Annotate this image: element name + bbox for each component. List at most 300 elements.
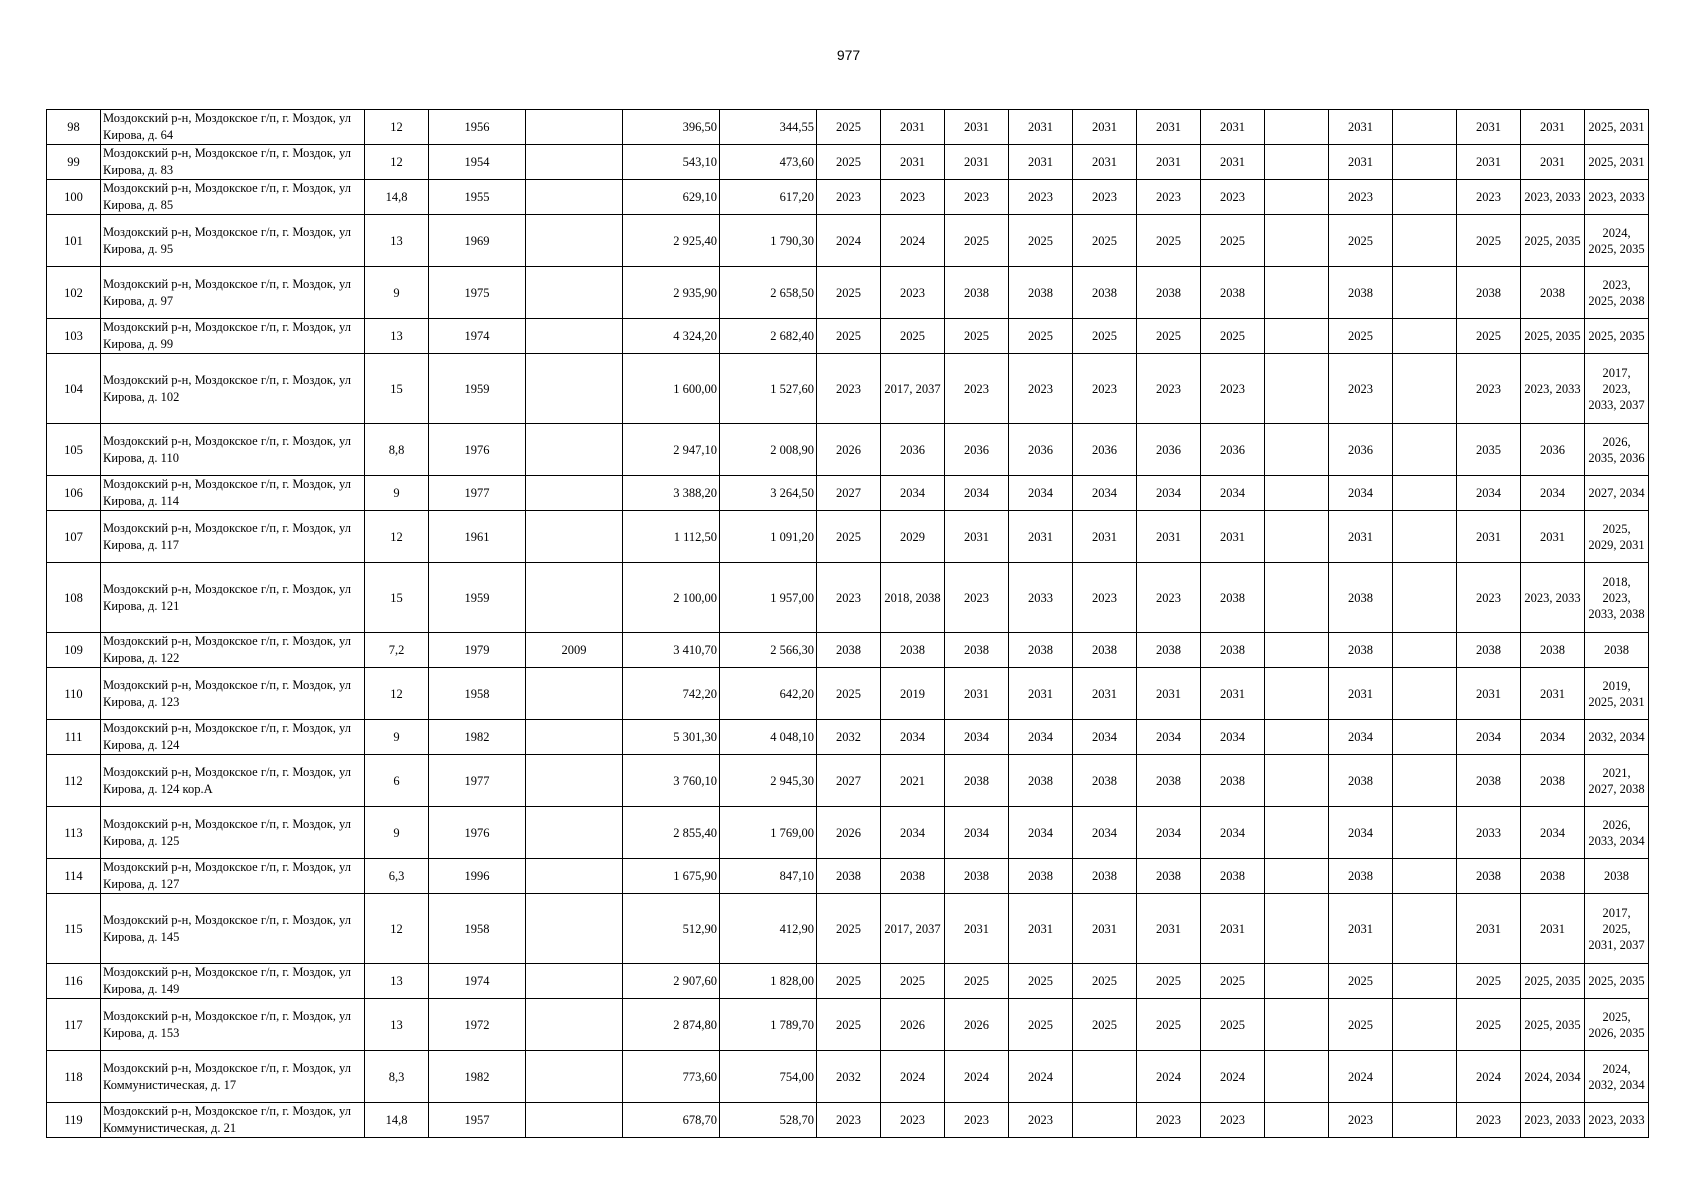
work-year-cell: 2025 bbox=[945, 964, 1009, 999]
work-year-cell: 2023, 2025, 2038 bbox=[1585, 267, 1649, 319]
work-year-cell: 2025 bbox=[1009, 964, 1073, 999]
work-year-cell bbox=[1073, 1051, 1137, 1103]
work-year-cell: 2032 bbox=[817, 1051, 881, 1103]
work-year-cell bbox=[1265, 720, 1329, 755]
work-year-cell: 2031 bbox=[1009, 511, 1073, 563]
row-number-cell: 119 bbox=[47, 1103, 101, 1138]
work-year-cell: 2023, 2033 bbox=[1521, 563, 1585, 633]
year-built-cell: 1959 bbox=[429, 354, 526, 424]
value-cell: 8,8 bbox=[365, 424, 429, 476]
total-area-cell: 2 855,40 bbox=[623, 807, 720, 859]
total-area-cell: 2 947,10 bbox=[623, 424, 720, 476]
work-year-cell: 2038 bbox=[1137, 859, 1201, 894]
work-year-cell: 2025 bbox=[1137, 964, 1201, 999]
work-year-cell: 2036 bbox=[1201, 424, 1265, 476]
row-number-cell: 109 bbox=[47, 633, 101, 668]
year-built-cell: 1955 bbox=[429, 180, 526, 215]
table-row bbox=[47, 319, 1649, 354]
address-cell: Моздокский р-н, Моздокское г/п, г. Моздок, ул Кирова, д. 121 bbox=[101, 563, 365, 633]
work-year-cell: 2034 bbox=[1329, 476, 1393, 511]
work-year-cell: 2025 bbox=[817, 319, 881, 354]
work-year-cell: 2025 bbox=[1201, 999, 1265, 1051]
living-area-cell: 1 789,70 bbox=[720, 999, 817, 1051]
work-year-cell: 2038 bbox=[881, 633, 945, 668]
work-year-cell: 2031 bbox=[1521, 668, 1585, 720]
total-area-cell: 678,70 bbox=[623, 1103, 720, 1138]
work-year-cell: 2034 bbox=[1329, 807, 1393, 859]
living-area-cell: 3 264,50 bbox=[720, 476, 817, 511]
work-year-cell: 2038 bbox=[1073, 755, 1137, 807]
work-year-cell bbox=[1393, 964, 1457, 999]
work-year-cell: 2034 bbox=[1201, 720, 1265, 755]
work-year-cell: 2031 bbox=[1521, 511, 1585, 563]
work-year-cell: 2034 bbox=[1521, 476, 1585, 511]
work-year-cell bbox=[1393, 145, 1457, 180]
work-year-cell: 2023 bbox=[1137, 180, 1201, 215]
work-year-cell: 2038 bbox=[1329, 755, 1393, 807]
work-year-cell: 2038 bbox=[1009, 633, 1073, 668]
living-area-cell: 2 658,50 bbox=[720, 267, 817, 319]
renovation-year-cell bbox=[526, 424, 623, 476]
table-row bbox=[47, 859, 1649, 894]
work-year-cell: 2031 bbox=[1137, 110, 1201, 145]
work-year-cell bbox=[1393, 215, 1457, 267]
work-year-cell: 2034 bbox=[1457, 720, 1521, 755]
work-year-cell: 2031 bbox=[1009, 145, 1073, 180]
renovation-year-cell bbox=[526, 894, 623, 964]
work-year-cell: 2026 bbox=[945, 999, 1009, 1051]
renovation-year-cell bbox=[526, 476, 623, 511]
work-year-cell: 2027 bbox=[817, 476, 881, 511]
housing-registry-table bbox=[46, 109, 1649, 1138]
work-year-cell: 2031 bbox=[1073, 668, 1137, 720]
work-year-cell: 2038 bbox=[1329, 633, 1393, 668]
value-cell: 13 bbox=[365, 215, 429, 267]
work-year-cell: 2023, 2033 bbox=[1585, 180, 1649, 215]
table-row bbox=[47, 1103, 1649, 1138]
value-cell: 13 bbox=[365, 999, 429, 1051]
work-year-cell: 2033 bbox=[1009, 563, 1073, 633]
value-cell: 12 bbox=[365, 668, 429, 720]
work-year-cell: 2025, 2035 bbox=[1521, 999, 1585, 1051]
work-year-cell: 2026, 2035, 2036 bbox=[1585, 424, 1649, 476]
address-cell: Моздокский р-н, Моздокское г/п, г. Моздок, ул Кирова, д. 124 bbox=[101, 720, 365, 755]
living-area-cell: 847,10 bbox=[720, 859, 817, 894]
row-number-cell: 98 bbox=[47, 110, 101, 145]
address-cell: Моздокский р-н, Моздокское г/п, г. Моздок, ул Кирова, д. 125 bbox=[101, 807, 365, 859]
work-year-cell: 2025, 2026, 2035 bbox=[1585, 999, 1649, 1051]
work-year-cell: 2023 bbox=[945, 180, 1009, 215]
work-year-cell: 2031 bbox=[1329, 668, 1393, 720]
work-year-cell: 2024 bbox=[1329, 1051, 1393, 1103]
value-cell: 9 bbox=[365, 267, 429, 319]
address-cell: Моздокский р-н, Моздокское г/п, г. Моздок, ул Кирова, д. 83 bbox=[101, 145, 365, 180]
work-year-cell: 2023 bbox=[1457, 1103, 1521, 1138]
living-area-cell: 617,20 bbox=[720, 180, 817, 215]
work-year-cell: 2025 bbox=[817, 894, 881, 964]
work-year-cell: 2023 bbox=[945, 1103, 1009, 1138]
work-year-cell: 2025 bbox=[817, 145, 881, 180]
work-year-cell: 2034 bbox=[1137, 476, 1201, 511]
work-year-cell: 2031 bbox=[881, 110, 945, 145]
work-year-cell: 2025 bbox=[1073, 999, 1137, 1051]
work-year-cell bbox=[1265, 215, 1329, 267]
address-cell: Моздокский р-н, Моздокское г/п, г. Моздок, ул Кирова, д. 64 bbox=[101, 110, 365, 145]
living-area-cell: 344,55 bbox=[720, 110, 817, 145]
renovation-year-cell bbox=[526, 145, 623, 180]
renovation-year-cell bbox=[526, 999, 623, 1051]
work-year-cell: 2025 bbox=[817, 267, 881, 319]
work-year-cell: 2031 bbox=[1201, 110, 1265, 145]
work-year-cell: 2023 bbox=[1457, 354, 1521, 424]
work-year-cell: 2025 bbox=[1457, 964, 1521, 999]
row-number-cell: 114 bbox=[47, 859, 101, 894]
work-year-cell: 2018, 2023, 2033, 2038 bbox=[1585, 563, 1649, 633]
work-year-cell: 2038 bbox=[1585, 859, 1649, 894]
value-cell: 6,3 bbox=[365, 859, 429, 894]
year-built-cell: 1956 bbox=[429, 110, 526, 145]
work-year-cell: 2025 bbox=[1457, 215, 1521, 267]
work-year-cell: 2023 bbox=[817, 180, 881, 215]
work-year-cell: 2023 bbox=[817, 354, 881, 424]
work-year-cell bbox=[1393, 894, 1457, 964]
work-year-cell bbox=[1265, 1051, 1329, 1103]
table-row bbox=[47, 964, 1649, 999]
renovation-year-cell bbox=[526, 354, 623, 424]
work-year-cell: 2023 bbox=[881, 180, 945, 215]
row-number-cell: 118 bbox=[47, 1051, 101, 1103]
value-cell: 9 bbox=[365, 807, 429, 859]
total-area-cell: 2 925,40 bbox=[623, 215, 720, 267]
work-year-cell bbox=[1393, 720, 1457, 755]
work-year-cell: 2034 bbox=[1521, 720, 1585, 755]
work-year-cell bbox=[1393, 511, 1457, 563]
renovation-year-cell bbox=[526, 215, 623, 267]
work-year-cell bbox=[1393, 999, 1457, 1051]
work-year-cell: 2017, 2037 bbox=[881, 354, 945, 424]
renovation-year-cell bbox=[526, 511, 623, 563]
row-number-cell: 115 bbox=[47, 894, 101, 964]
work-year-cell bbox=[1393, 319, 1457, 354]
work-year-cell: 2034 bbox=[945, 720, 1009, 755]
table-row bbox=[47, 267, 1649, 319]
work-year-cell: 2036 bbox=[1521, 424, 1585, 476]
work-year-cell: 2023, 2033 bbox=[1585, 1103, 1649, 1138]
work-year-cell bbox=[1265, 1103, 1329, 1138]
work-year-cell: 2034 bbox=[881, 720, 945, 755]
work-year-cell bbox=[1393, 1051, 1457, 1103]
work-year-cell: 2031 bbox=[1521, 145, 1585, 180]
year-built-cell: 1982 bbox=[429, 1051, 526, 1103]
address-cell: Моздокский р-н, Моздокское г/п, г. Моздок, ул Кирова, д. 99 bbox=[101, 319, 365, 354]
work-year-cell: 2023 bbox=[1201, 1103, 1265, 1138]
work-year-cell: 2034 bbox=[945, 476, 1009, 511]
work-year-cell: 2021 bbox=[881, 755, 945, 807]
work-year-cell: 2026, 2033, 2034 bbox=[1585, 807, 1649, 859]
work-year-cell bbox=[1073, 1103, 1137, 1138]
total-area-cell: 2 935,90 bbox=[623, 267, 720, 319]
row-number-cell: 102 bbox=[47, 267, 101, 319]
work-year-cell: 2034 bbox=[1009, 807, 1073, 859]
total-area-cell: 512,90 bbox=[623, 894, 720, 964]
work-year-cell: 2023 bbox=[1137, 563, 1201, 633]
table-row bbox=[47, 999, 1649, 1051]
year-built-cell: 1976 bbox=[429, 424, 526, 476]
work-year-cell: 2032, 2034 bbox=[1585, 720, 1649, 755]
address-cell: Моздокский р-н, Моздокское г/п, г. Моздок, ул Кирова, д. 153 bbox=[101, 999, 365, 1051]
table-row bbox=[47, 755, 1649, 807]
work-year-cell: 2031 bbox=[1329, 145, 1393, 180]
work-year-cell: 2036 bbox=[945, 424, 1009, 476]
table-row bbox=[47, 563, 1649, 633]
work-year-cell: 2025, 2029, 2031 bbox=[1585, 511, 1649, 563]
work-year-cell: 2024 bbox=[945, 1051, 1009, 1103]
work-year-cell bbox=[1265, 807, 1329, 859]
work-year-cell: 2025, 2035 bbox=[1585, 964, 1649, 999]
work-year-cell: 2026 bbox=[881, 999, 945, 1051]
work-year-cell bbox=[1393, 354, 1457, 424]
value-cell: 12 bbox=[365, 145, 429, 180]
table-row bbox=[47, 807, 1649, 859]
address-cell: Моздокский р-н, Моздокское г/п, г. Моздок, ул Коммунистическая, д. 21 bbox=[101, 1103, 365, 1138]
year-built-cell: 1961 bbox=[429, 511, 526, 563]
work-year-cell bbox=[1393, 668, 1457, 720]
work-year-cell: 2025 bbox=[1137, 999, 1201, 1051]
value-cell: 8,3 bbox=[365, 1051, 429, 1103]
living-area-cell: 2 682,40 bbox=[720, 319, 817, 354]
work-year-cell: 2036 bbox=[881, 424, 945, 476]
work-year-cell: 2038 bbox=[1009, 755, 1073, 807]
work-year-cell bbox=[1265, 668, 1329, 720]
living-area-cell: 2 945,30 bbox=[720, 755, 817, 807]
row-number-cell: 101 bbox=[47, 215, 101, 267]
work-year-cell: 2031 bbox=[1201, 145, 1265, 180]
work-year-cell: 2034 bbox=[881, 807, 945, 859]
row-number-cell: 100 bbox=[47, 180, 101, 215]
year-built-cell: 1976 bbox=[429, 807, 526, 859]
table-row bbox=[47, 145, 1649, 180]
work-year-cell bbox=[1393, 476, 1457, 511]
work-year-cell bbox=[1265, 859, 1329, 894]
address-cell: Моздокский р-н, Моздокское г/п, г. Моздок, ул Кирова, д. 95 bbox=[101, 215, 365, 267]
work-year-cell: 2023 bbox=[881, 1103, 945, 1138]
work-year-cell: 2031 bbox=[1137, 145, 1201, 180]
renovation-year-cell bbox=[526, 319, 623, 354]
work-year-cell: 2031 bbox=[945, 668, 1009, 720]
renovation-year-cell bbox=[526, 110, 623, 145]
work-year-cell: 2021, 2027, 2038 bbox=[1585, 755, 1649, 807]
work-year-cell: 2024 bbox=[1201, 1051, 1265, 1103]
renovation-year-cell bbox=[526, 859, 623, 894]
total-area-cell: 2 874,80 bbox=[623, 999, 720, 1051]
work-year-cell: 2024, 2032, 2034 bbox=[1585, 1051, 1649, 1103]
living-area-cell: 1 769,00 bbox=[720, 807, 817, 859]
work-year-cell: 2023 bbox=[945, 563, 1009, 633]
work-year-cell: 2024, 2034 bbox=[1521, 1051, 1585, 1103]
work-year-cell: 2025 bbox=[1073, 964, 1137, 999]
work-year-cell: 2038 bbox=[1137, 633, 1201, 668]
work-year-cell bbox=[1393, 563, 1457, 633]
work-year-cell: 2038 bbox=[1009, 859, 1073, 894]
work-year-cell: 2034 bbox=[1073, 720, 1137, 755]
work-year-cell bbox=[1265, 180, 1329, 215]
work-year-cell: 2038 bbox=[1137, 755, 1201, 807]
work-year-cell: 2038 bbox=[945, 755, 1009, 807]
year-built-cell: 1975 bbox=[429, 267, 526, 319]
work-year-cell: 2023 bbox=[1009, 1103, 1073, 1138]
work-year-cell bbox=[1265, 424, 1329, 476]
work-year-cell: 2031 bbox=[1457, 511, 1521, 563]
work-year-cell: 2038 bbox=[1457, 267, 1521, 319]
work-year-cell: 2025, 2035 bbox=[1521, 964, 1585, 999]
work-year-cell: 2025, 2035 bbox=[1521, 319, 1585, 354]
work-year-cell: 2038 bbox=[1521, 859, 1585, 894]
work-year-cell: 2025 bbox=[817, 999, 881, 1051]
work-year-cell bbox=[1393, 110, 1457, 145]
living-area-cell: 754,00 bbox=[720, 1051, 817, 1103]
work-year-cell: 2034 bbox=[1073, 476, 1137, 511]
year-built-cell: 1958 bbox=[429, 894, 526, 964]
work-year-cell bbox=[1265, 354, 1329, 424]
work-year-cell: 2023 bbox=[1457, 563, 1521, 633]
table-row bbox=[47, 633, 1649, 668]
work-year-cell: 2024 bbox=[1137, 1051, 1201, 1103]
year-built-cell: 1977 bbox=[429, 755, 526, 807]
renovation-year-cell bbox=[526, 267, 623, 319]
row-number-cell: 110 bbox=[47, 668, 101, 720]
work-year-cell: 2024 bbox=[881, 1051, 945, 1103]
work-year-cell: 2025 bbox=[1201, 215, 1265, 267]
address-cell: Моздокский р-н, Моздокское г/п, г. Моздок, ул Кирова, д. 149 bbox=[101, 964, 365, 999]
value-cell: 12 bbox=[365, 511, 429, 563]
work-year-cell: 2025, 2031 bbox=[1585, 145, 1649, 180]
work-year-cell: 2034 bbox=[1457, 476, 1521, 511]
row-number-cell: 108 bbox=[47, 563, 101, 633]
table-row bbox=[47, 215, 1649, 267]
work-year-cell: 2023 bbox=[1137, 1103, 1201, 1138]
table-row bbox=[47, 894, 1649, 964]
work-year-cell: 2017, 2025, 2031, 2037 bbox=[1585, 894, 1649, 964]
work-year-cell: 2025 bbox=[945, 215, 1009, 267]
work-year-cell: 2038 bbox=[881, 859, 945, 894]
renovation-year-cell bbox=[526, 964, 623, 999]
row-number-cell: 104 bbox=[47, 354, 101, 424]
value-cell: 14,8 bbox=[365, 180, 429, 215]
work-year-cell: 2023 bbox=[1329, 1103, 1393, 1138]
work-year-cell: 2031 bbox=[945, 894, 1009, 964]
work-year-cell: 2031 bbox=[1137, 668, 1201, 720]
value-cell: 9 bbox=[365, 720, 429, 755]
work-year-cell: 2024 bbox=[1009, 1051, 1073, 1103]
work-year-cell bbox=[1265, 964, 1329, 999]
row-number-cell: 116 bbox=[47, 964, 101, 999]
work-year-cell: 2031 bbox=[1329, 511, 1393, 563]
work-year-cell: 2025 bbox=[1329, 319, 1393, 354]
work-year-cell: 2027, 2034 bbox=[1585, 476, 1649, 511]
work-year-cell: 2023 bbox=[1073, 354, 1137, 424]
work-year-cell: 2038 bbox=[1521, 633, 1585, 668]
work-year-cell: 2038 bbox=[1201, 267, 1265, 319]
work-year-cell: 2034 bbox=[1201, 476, 1265, 511]
total-area-cell: 4 324,20 bbox=[623, 319, 720, 354]
work-year-cell bbox=[1265, 999, 1329, 1051]
work-year-cell bbox=[1393, 633, 1457, 668]
renovation-year-cell bbox=[526, 807, 623, 859]
work-year-cell: 2031 bbox=[1201, 894, 1265, 964]
work-year-cell: 2034 bbox=[1329, 720, 1393, 755]
row-number-cell: 113 bbox=[47, 807, 101, 859]
total-area-cell: 773,60 bbox=[623, 1051, 720, 1103]
year-built-cell: 1979 bbox=[429, 633, 526, 668]
work-year-cell bbox=[1265, 110, 1329, 145]
address-cell: Моздокский р-н, Моздокское г/п, г. Моздок, ул Кирова, д. 85 bbox=[101, 180, 365, 215]
work-year-cell bbox=[1393, 180, 1457, 215]
table-row bbox=[47, 511, 1649, 563]
renovation-year-cell bbox=[526, 1051, 623, 1103]
address-cell: Моздокский р-н, Моздокское г/п, г. Моздок, ул Кирова, д. 117 bbox=[101, 511, 365, 563]
work-year-cell bbox=[1393, 267, 1457, 319]
table-row bbox=[47, 476, 1649, 511]
work-year-cell: 2025 bbox=[881, 964, 945, 999]
work-year-cell: 2023 bbox=[1329, 354, 1393, 424]
work-year-cell: 2035 bbox=[1457, 424, 1521, 476]
row-number-cell: 106 bbox=[47, 476, 101, 511]
address-cell: Моздокский р-н, Моздокское г/п, г. Моздок, ул Кирова, д. 122 bbox=[101, 633, 365, 668]
work-year-cell: 2023 bbox=[1009, 180, 1073, 215]
living-area-cell: 642,20 bbox=[720, 668, 817, 720]
work-year-cell: 2024 bbox=[817, 215, 881, 267]
living-area-cell: 2 566,30 bbox=[720, 633, 817, 668]
work-year-cell: 2031 bbox=[1457, 145, 1521, 180]
work-year-cell: 2025 bbox=[945, 319, 1009, 354]
row-number-cell: 107 bbox=[47, 511, 101, 563]
work-year-cell bbox=[1265, 476, 1329, 511]
work-year-cell: 2034 bbox=[1137, 807, 1201, 859]
page-number: 977 bbox=[836, 47, 861, 63]
work-year-cell: 2034 bbox=[1009, 720, 1073, 755]
work-year-cell: 2023 bbox=[881, 267, 945, 319]
year-built-cell: 1977 bbox=[429, 476, 526, 511]
work-year-cell: 2038 bbox=[817, 633, 881, 668]
work-year-cell: 2025, 2031 bbox=[1585, 110, 1649, 145]
row-number-cell: 111 bbox=[47, 720, 101, 755]
work-year-cell: 2034 bbox=[1201, 807, 1265, 859]
work-year-cell: 2038 bbox=[1521, 755, 1585, 807]
work-year-cell bbox=[1265, 633, 1329, 668]
total-area-cell: 629,10 bbox=[623, 180, 720, 215]
work-year-cell bbox=[1393, 807, 1457, 859]
value-cell: 13 bbox=[365, 319, 429, 354]
address-cell: Моздокский р-н, Моздокское г/п, г. Моздок, ул Кирова, д. 114 bbox=[101, 476, 365, 511]
work-year-cell: 2031 bbox=[1073, 511, 1137, 563]
work-year-cell: 2017, 2023, 2033, 2037 bbox=[1585, 354, 1649, 424]
total-area-cell: 396,50 bbox=[623, 110, 720, 145]
work-year-cell: 2032 bbox=[817, 720, 881, 755]
work-year-cell: 2025 bbox=[1329, 999, 1393, 1051]
work-year-cell: 2031 bbox=[1457, 668, 1521, 720]
work-year-cell: 2038 bbox=[1073, 633, 1137, 668]
year-built-cell: 1959 bbox=[429, 563, 526, 633]
work-year-cell: 2038 bbox=[1073, 859, 1137, 894]
work-year-cell: 2023, 2033 bbox=[1521, 354, 1585, 424]
row-number-cell: 103 bbox=[47, 319, 101, 354]
work-year-cell: 2025 bbox=[1073, 319, 1137, 354]
work-year-cell: 2031 bbox=[945, 145, 1009, 180]
address-cell: Моздокский р-н, Моздокское г/п, г. Моздок, ул Кирова, д. 123 bbox=[101, 668, 365, 720]
value-cell: 15 bbox=[365, 563, 429, 633]
work-year-cell: 2038 bbox=[1201, 563, 1265, 633]
work-year-cell: 2031 bbox=[1457, 894, 1521, 964]
